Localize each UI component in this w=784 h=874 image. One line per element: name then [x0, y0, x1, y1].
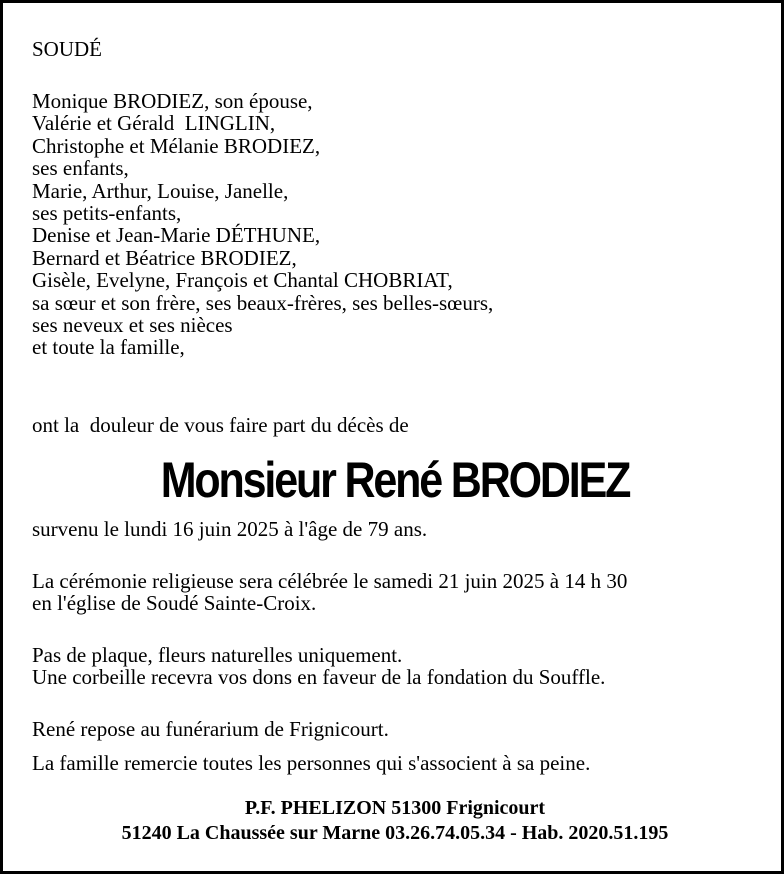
announcement-text: ont la douleur de vous faire part du décès de: [32, 413, 409, 437]
family-line: ses neveux et ses nièces: [32, 313, 233, 338]
ceremony-line: en l'église de Soudé Sainte-Croix.: [32, 591, 317, 616]
family-line: sa sœur et son frère, ses beaux-frères, ses belles-sœurs,: [32, 290, 494, 315]
deceased-name: Monsieur René BRODIEZ: [160, 452, 630, 508]
family-thanks: [32, 752, 590, 774]
ceremony-details: [32, 570, 627, 615]
thanks-text: La famille remercie toutes les personnes qui s'associent à sa peine.: [32, 751, 591, 775]
family-line: Valérie et Gérald LINGLIN,: [32, 111, 276, 136]
town-heading: [32, 38, 102, 60]
death-date-text: survenu le lundi 16 juin 2025 à l'âge de 79 ans.: [32, 517, 428, 541]
family-line: Marie, Arthur, Louise, Janelle,: [32, 178, 289, 203]
flowers-request: [32, 644, 605, 689]
family-line: Christophe et Mélanie BRODIEZ,: [32, 133, 321, 158]
funeral-home-footer: [3, 796, 784, 846]
funeral-home-address: 51240 La Chaussée sur Marne 03.26.74.05.34 - Hab. 2020.51.195: [121, 822, 669, 844]
family-line: Monique BRODIEZ, son épouse,: [32, 89, 313, 113]
family-line: ses enfants,: [32, 156, 129, 181]
family-line: Bernard et Béatrice BRODIEZ,: [32, 245, 297, 270]
repose-location: [32, 718, 389, 740]
family-line: Denise et Jean-Marie DÉTHUNE,: [32, 223, 321, 248]
family-line: ses petits-enfants,: [32, 201, 182, 226]
death-date: [32, 518, 427, 540]
funeral-home-name: P.F. PHELIZON 51300 Frignicourt: [244, 797, 546, 819]
ceremony-line: La cérémonie religieuse sera célébrée le samedi 21 juin 2025 à 14 h 30: [32, 569, 628, 593]
repose-text: René repose au funérarium de Frignicourt.: [32, 717, 389, 741]
town-name: SOUDÉ: [32, 37, 103, 61]
flowers-line: Une corbeille recevra vos dons en faveur de la fondation du Souffle.: [32, 665, 606, 690]
flowers-line: Pas de plaque, fleurs naturelles uniquement.: [32, 643, 403, 667]
announcement: [32, 414, 409, 436]
family-line: et toute la famille,: [32, 335, 185, 360]
family-list: [32, 90, 493, 359]
family-line: Gisèle, Evelyne, François et Chantal CHOBRIAT,: [32, 268, 453, 293]
